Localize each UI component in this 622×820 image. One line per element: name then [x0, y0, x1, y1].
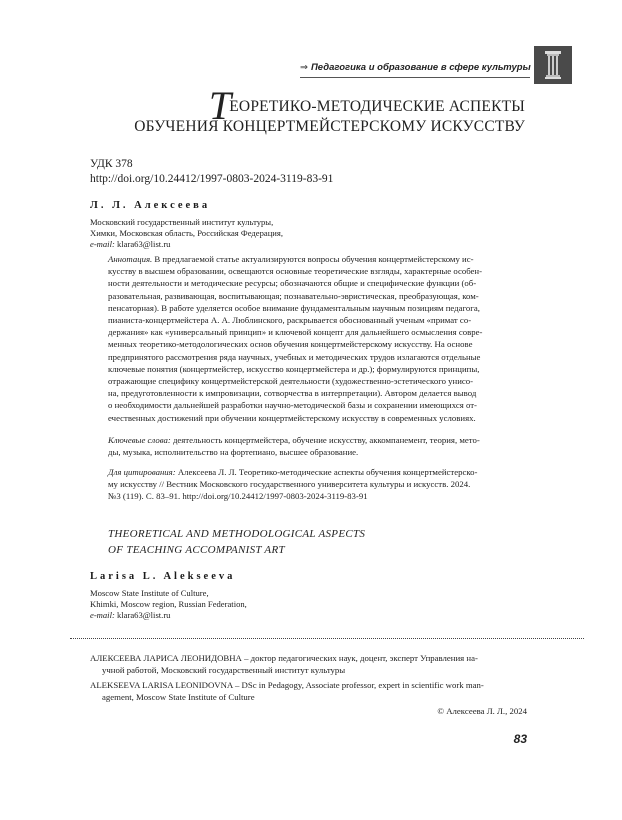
author-info-en — [90, 679, 527, 704]
author-info-ru — [90, 652, 527, 677]
author-name-en: Larisa L. Alekseeva — [90, 571, 236, 582]
abstract-line: пианиста-концертмейстера А. А. Люблинского, раскрывается обоснованный ученым «примат со- — [108, 315, 472, 326]
title-line-1: ЕОРЕТИКО-МЕТОДИЧЕСКИЕ АСПЕКТЫ — [229, 98, 525, 115]
abstract — [108, 253, 531, 424]
page-number: 83 — [513, 732, 527, 746]
author-email[interactable]: klara63@list.ru — [116, 610, 171, 621]
column-icon — [545, 51, 561, 79]
author-affiliation-ru — [90, 217, 283, 251]
keywords-label: Ключевые слова: — [108, 435, 171, 445]
abstract-line: менных теоретико-методологических основ обучения концертмейстерскому искусству. На основе — [108, 339, 473, 350]
author-info-line: ALEKSEEVA LARISA LEONIDOVNA – DSc in Pedagogy, Associate professor, expert in scientific work man- — [90, 680, 484, 690]
keywords-line: ды, музыка, исполнительство на фортепиано, высшее образование. — [108, 447, 359, 458]
udk-code: УДК 378 — [90, 158, 133, 170]
affiliation-line: Московский государственный институт культуры, — [90, 217, 274, 227]
citation — [108, 466, 531, 503]
rubric-title: Педагогика и образование в сфере культуры — [310, 62, 531, 73]
copyright: © Алексеева Л. Л., 2024 — [437, 706, 527, 716]
title-line-2: ОБУЧЕНИЯ КОНЦЕРТМЕЙСТЕРСКОМУ ИСКУССТВУ — [134, 118, 525, 135]
udk-block — [90, 157, 333, 187]
title-en-line-1: THEORETICAL AND METHODOLOGICAL ASPECTS — [108, 528, 366, 540]
citation-line: му искусству // Вестник Московского государственного университета культуры и искусств. 2024. — [108, 479, 471, 490]
affiliation-line: Химки, Московская область, Российская Федерация, — [90, 228, 283, 239]
section-rubric — [300, 62, 531, 73]
abstract-line: кусству в высшем образовании, освещаются основные теоретические взгляды, характерные особен- — [108, 266, 483, 277]
affiliation-line: Moscow State Institute of Culture, — [90, 588, 209, 598]
author-info-line: учной работой, Московский государственный институт культуры — [102, 665, 346, 676]
abstract-line: отражающие специфику концертмейстерской деятельности (художественно-эстетического унисо- — [108, 376, 474, 387]
abstract-line: на, предуготовленности к импровизации, сотворчества в интерпретации). Автором делается вывод — [108, 388, 477, 399]
abstract-line: пенсаторная). В работе уделяется особое внимание фундаментальным научным позициям педагога, — [108, 302, 480, 313]
journal-logo — [534, 46, 572, 84]
title-en-line-2: OF TEACHING ACCOMPANIST ART — [108, 544, 285, 556]
email-label: e-mail: — [90, 610, 115, 621]
keywords — [108, 434, 531, 458]
abstract-line: ности деятельности и методические ресурсы; обозначаются общие и специфические функции (об- — [108, 278, 477, 289]
citation-label: Для цитирования: — [108, 467, 176, 477]
affiliation-line: Khimki, Moscow region, Russian Federation, — [90, 599, 247, 610]
abstract-line: В предлагаемой статье актуализируются вопросы обучения концертмейстерскому ис- — [154, 254, 474, 264]
abstract-line: ключевые понятия (концертмейстер, искусство концертмейстера и др.); формулируются принципы, — [108, 363, 480, 374]
article-title-en — [108, 526, 458, 558]
author-info-line: АЛЕКСЕЕВА ЛАРИСА ЛЕОНИДОВНА – доктор педагогических наук, доцент, эксперт Управления на- — [90, 653, 478, 663]
double-arrow-icon: ⇒ — [300, 62, 308, 73]
article-title — [130, 83, 525, 137]
abstract-line: разовательная, развивающая, воспитывающая; познавательно-эвристическая, преобразующая, ком- — [108, 290, 479, 301]
abstract-label: Аннотация. — [108, 254, 153, 264]
footnote-separator — [70, 638, 584, 639]
author-info-line: agement, Moscow State Institute of Culture — [102, 692, 255, 703]
abstract-line: ечественных достижений при обучении концертмейстерскому искусству в современных условиях. — [108, 412, 476, 423]
abstract-line: предпринятого рассмотрения ряда научных, учебных и методических трудов излагаются отдельные — [108, 351, 481, 362]
title-dropcap: Т — [208, 83, 232, 128]
author-affiliation-en — [90, 588, 247, 622]
author-email[interactable]: klara63@list.ru — [116, 239, 171, 250]
doi-link[interactable]: http://doi.org/10.24412/1997-0803-2024-3119-83-91 — [90, 173, 334, 185]
email-label: e-mail: — [90, 239, 115, 250]
citation-line: Алексеева Л. Л. Теоретико-методические аспекты обучения концертмейстерско- — [177, 467, 478, 477]
abstract-line: о необходимости дальнейшей разработки научно-методической базы и сохранении имеющихся от- — [108, 400, 477, 411]
header-rule — [300, 77, 530, 78]
keywords-line: деятельность концертмейстера, обучение искусству, аккомпанемент, теория, мето- — [172, 435, 480, 445]
author-name-ru: Л. Л. Алексеева — [90, 200, 211, 211]
citation-line: №3 (119). С. 83–91. http://doi.org/10.24412/1997-0803-2024-3119-83-91 — [108, 491, 368, 502]
abstract-line: держания» как «универсальный принцип» и ключевой концепт для дальнейшего осмысления совре- — [108, 327, 483, 338]
